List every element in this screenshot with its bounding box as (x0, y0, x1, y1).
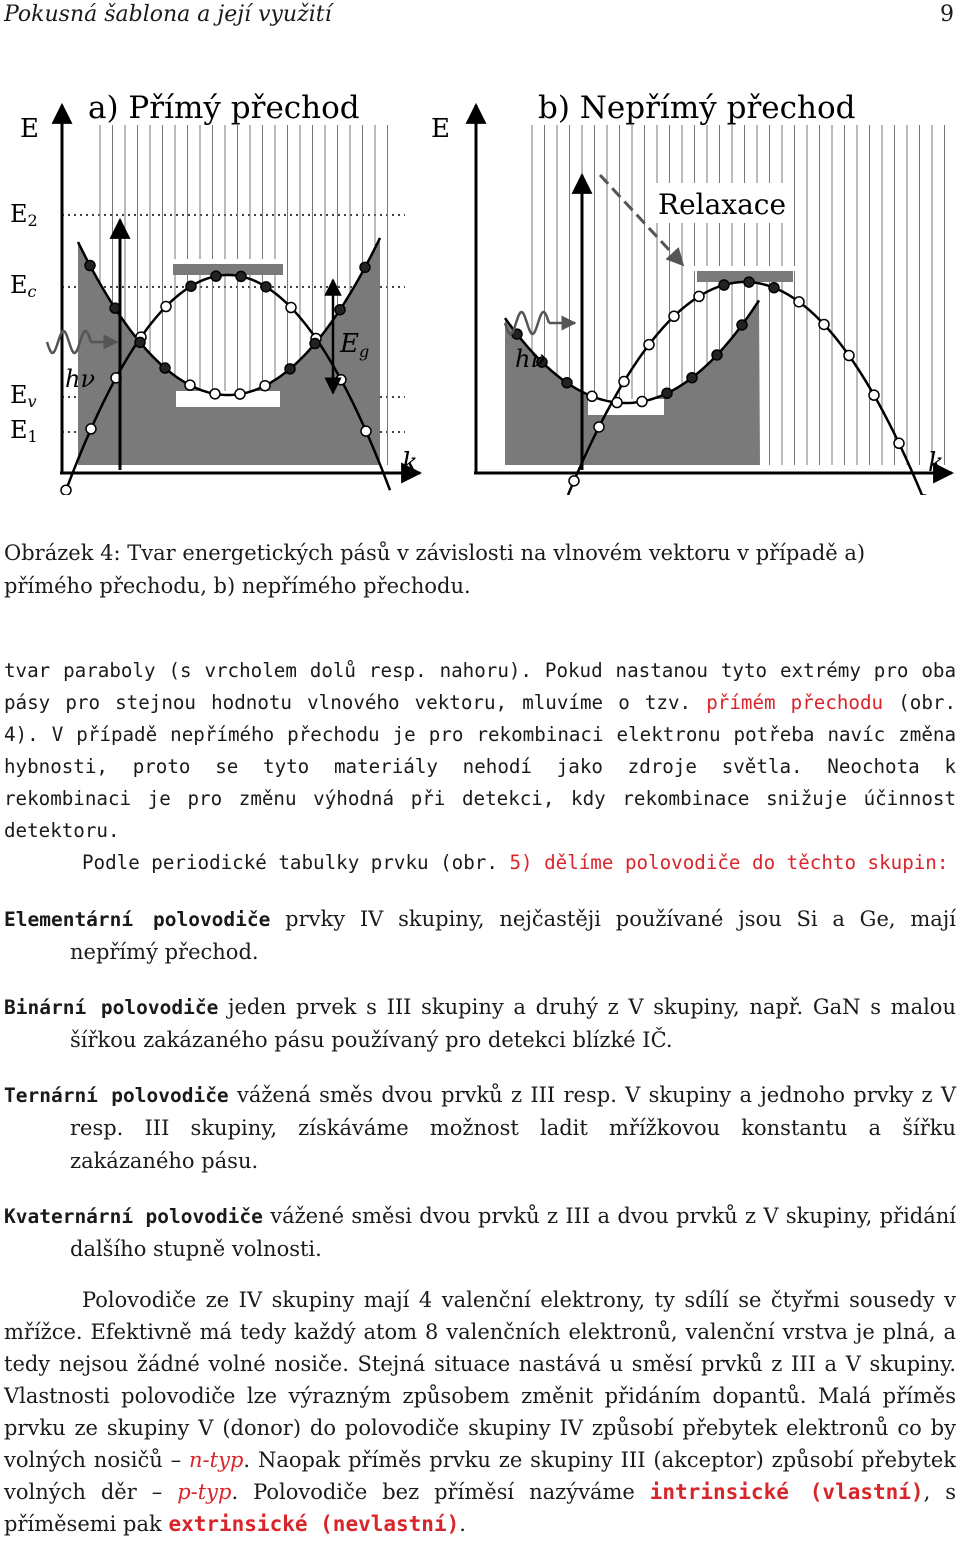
electron-dot (310, 339, 320, 349)
empty-state-dot (894, 438, 904, 448)
semiconductor-groups-list (4, 903, 956, 1288)
panel-a-title: a) Přímý přechod (88, 90, 360, 126)
extrinsic-term: extrinsické (nevlastní) (168, 1512, 460, 1536)
conduction-region-mask (169, 259, 287, 264)
definition-term: Kvaternární polovodiče (4, 1205, 263, 1228)
p-type-term: p-typ (177, 1480, 232, 1504)
relaxation-label: Relaxace (658, 188, 787, 221)
list-item (4, 1079, 956, 1178)
empty-state-dot (161, 302, 171, 312)
panel-b-photon-label: hν (515, 345, 546, 373)
panel-a-k-axis-label: k (402, 448, 418, 478)
gap-label: Eg (340, 329, 370, 361)
hole-dot (235, 389, 245, 399)
page-header (0, 0, 960, 40)
electron-dot (562, 378, 572, 388)
hole-dot (210, 389, 220, 399)
valence-hole-region (588, 399, 664, 415)
link-figure-5[interactable]: 5) dělíme polovodiče do těchto skupin: (509, 851, 949, 874)
empty-state-dot (569, 476, 579, 486)
electron-dot (160, 363, 170, 373)
electron-dot (236, 271, 246, 281)
definition-term: Binární polovodiče (4, 996, 219, 1019)
electron-dot (85, 261, 95, 271)
empty-state-dot (669, 311, 679, 321)
electron-dot (719, 280, 729, 290)
electron-dot (135, 337, 145, 347)
electron-dot (211, 271, 221, 281)
empty-state-dot (819, 319, 829, 329)
panel-b-k-axis-label: k (928, 448, 944, 478)
hole-dot (612, 398, 622, 408)
panel-a-photon-label: hν (65, 365, 96, 393)
panel-a-direct-transition (47, 105, 420, 495)
valence-hole-region (176, 391, 280, 407)
intrinsic-term: intrinsické (vlastní) (649, 1480, 924, 1504)
electron-dot (712, 350, 722, 360)
paragraph-direct-indirect: tvar paraboly (s vrcholem dolů resp. nahoru). Pokud nastanou tyto extrémy pro oba pásy pro stejnou hodnotu vlnového vektoru, mluvíme o tzv. přímém přechodu (obr. 4). V případě nepřímého přechodu je pro rekombinaci elektronu potřeba navíc změna hybnosti, proto se tyto materiály nehodí jako zdroje světla. Neochota k rekombinaci je pro změnu výhodná při detekci, kdy rekombinace snižuje účinnost detektoru. (4, 659, 956, 842)
definition-term: Ternární polovodiče (4, 1084, 229, 1107)
empty-state-dot (619, 377, 629, 387)
electron-dot (360, 262, 370, 272)
paragraph-doping: Polovodiče ze IV skupiny mají 4 valenční elektrony, ty sdílí se čtyřmi sousedy v mřížce. Efektivně má tedy každý atom 8 valenčních elektronů, valenční vrstva je plná, a tedy nejsou žádné volné nosiče. Stejná situace nastává u směsí prvků z III a V skupiny. Vlastnosti polovodiče lze výrazným způsobem změnit přidáním dopantů. Malá příměs prvku ze skupiny V (donor) do polovodiče skupiny IV způsobí přebytek elektronů co by volných nosičů – n-typ. Naopak příměs prvku ze skupiny III (akceptor) způsobí přebytek volných děr – p-typ. Polovodiče bez příměsí nazýváme intrinsické (vlastní), s příměsemi pak extrinsické (nevlastní). (4, 1288, 956, 1536)
electron-dot (662, 388, 672, 398)
empty-state-dot (694, 291, 704, 301)
empty-state-dot (844, 351, 854, 361)
electron-dot (744, 277, 754, 287)
empty-state-dot (336, 375, 346, 385)
panel-b-e-axis-label: E (431, 114, 450, 144)
link-direct-transition[interactable]: přímém přechodu (706, 691, 884, 714)
level-ec-label: Ec (10, 271, 37, 301)
running-title: Pokusná šablona a její využití (4, 2, 332, 27)
band-diagram-figure (0, 75, 960, 495)
empty-state-dot (361, 426, 371, 436)
electron-dot (335, 305, 345, 315)
level-ev-label: Ev (10, 381, 37, 411)
hole-dot (260, 381, 270, 391)
hole-dot (185, 380, 195, 390)
empty-state-dot (644, 340, 654, 350)
hole-dot (637, 397, 647, 407)
definition-term: Elementární polovodiče (4, 908, 271, 931)
empty-state-dot (61, 485, 71, 495)
definition-text: vážené směsi dvou prvků z III a dvou prvků z V skupiny, přidání dalšího stupně volnosti. (70, 1204, 957, 1261)
level-e1-label: E1 (10, 416, 38, 446)
electron-dot (737, 320, 747, 330)
empty-state-dot (794, 297, 804, 307)
hole-dot (587, 391, 597, 401)
list-item (4, 991, 956, 1057)
definition-text: vážená směs dvou prvků z III resp. V skupiny a jednoho prvky z V resp. III skupiny, získáváme možnost ladit mřížkovou konstantu a šířku zakázaného pásu. (70, 1083, 956, 1173)
panel-a-e-axis-label: E (20, 114, 39, 144)
list-item (4, 1200, 956, 1266)
empty-state-dot (869, 390, 879, 400)
empty-state-dot (86, 424, 96, 434)
panel-b-indirect-transition (474, 105, 952, 495)
electron-dot (285, 364, 295, 374)
level-e2-label: E2 (10, 200, 38, 230)
empty-state-dot (594, 422, 604, 432)
figure-caption: Obrázek 4: Tvar energetických pásů v závislosti na vlnovém vektoru v případě a) přímého přechodu, b) nepřímého přechodu. (4, 541, 866, 598)
definition-text: prvky IV skupiny, nejčastěji používané jsou Si a Ge, mají nepřímý přechod. (70, 907, 956, 964)
definition-text: jeden prvek s III skupiny a druhý z V skupiny, např. GaN s malou šířkou zakázaného pásu používaný pro detekci blízké IČ. (70, 995, 956, 1052)
electron-dot (261, 282, 271, 292)
page-number: 9 (940, 2, 954, 27)
panel-b-title: b) Nepřímý přechod (538, 90, 856, 126)
electron-dot (186, 281, 196, 291)
list-item (4, 903, 956, 969)
electron-dot (687, 373, 697, 383)
conduction-region-mask (693, 266, 797, 271)
n-type-term: n-typ (189, 1448, 244, 1472)
paragraph-groups-intro: Podle periodické tabulky prvku (obr. 5) dělíme polovodiče do těchto skupin: (82, 851, 949, 874)
empty-state-dot (286, 303, 296, 313)
electron-dot (769, 283, 779, 293)
